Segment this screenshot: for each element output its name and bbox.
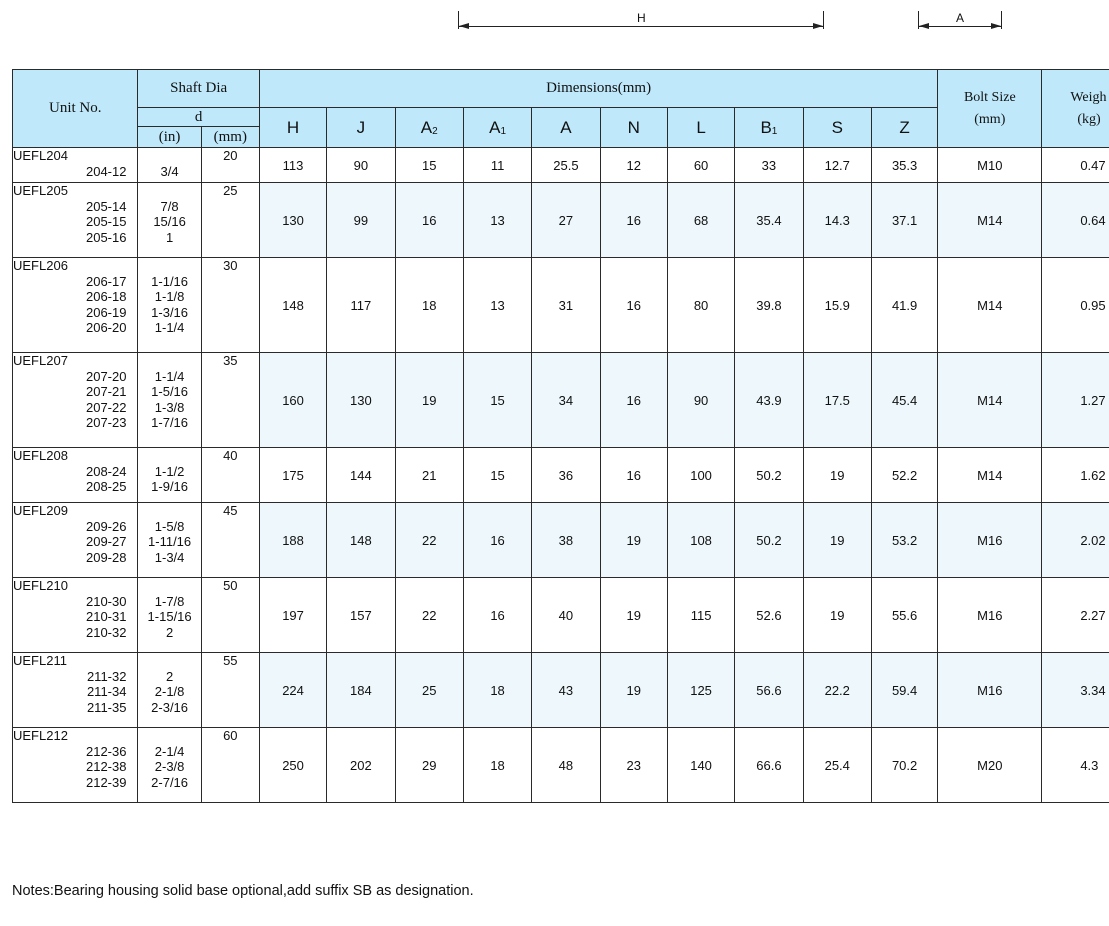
header-col-j-label: J [356,117,366,137]
header-col-a1-label: A [489,117,501,137]
shaft-in-value: 1-1/8 [154,289,185,305]
weight-cell: 1.27 [1042,353,1109,448]
dim-l-cell: 140 [667,728,734,803]
dim-h-cell: 130 [259,183,326,258]
dim-l-cell: 90 [667,353,734,448]
dim-l-cell: 115 [667,578,734,653]
shaft-in-value: 2-3/16 [151,699,189,715]
dim-z-cell: 53.2 [871,503,937,578]
dimension-label-a: A [956,11,965,25]
bolt-size-cell: M16 [938,578,1042,653]
dim-a1-cell: 16 [463,578,531,653]
dim-j-cell: 157 [327,578,395,653]
dim-s-cell: 17.5 [803,353,871,448]
header-col-a [532,108,600,148]
dim-n-cell: 16 [600,183,667,258]
dim-b1-cell: 43.9 [735,353,803,448]
shaft-in-cell [138,578,201,653]
header-col-b1 [735,108,803,148]
specification-table [12,69,1109,803]
dim-b1-cell: 39.8 [735,258,803,353]
dim-z-cell: 52.2 [871,448,937,503]
dim-a2-cell: 19 [395,353,463,448]
shaft-in-value: 1-5/16 [151,384,189,400]
dim-z-cell: 35.3 [871,148,937,183]
bolt-size-cell: M14 [938,258,1042,353]
dim-a-cell: 38 [532,503,600,578]
dim-s-cell: 19 [803,578,871,653]
bolt-size-cell: M16 [938,653,1042,728]
dimension-label-h: H [637,11,646,25]
dim-h-cell: 113 [259,148,326,183]
bolt-size-cell: M14 [938,183,1042,258]
shaft-in-value: 1-3/16 [151,304,189,320]
unit-no: UEFL205 [13,183,68,198]
dim-h-cell: 148 [259,258,326,353]
shaft-in-cell [138,353,201,448]
unit-no-cell [13,258,138,353]
header-d: d [138,108,259,127]
dim-b1-cell: 33 [735,148,803,183]
header-shaft-dia: Shaft Dia [138,70,259,108]
dim-a1-cell: 13 [463,258,531,353]
dim-s-cell: 25.4 [803,728,871,803]
dim-n-cell: 19 [600,578,667,653]
shaft-in-value: 2-1/4 [154,743,185,759]
dim-s-cell: 14.3 [803,183,871,258]
dim-z-cell: 70.2 [871,728,937,803]
header-col-b1-sub: 1 [771,125,778,137]
header-col-a2-sub: 2 [432,125,438,137]
dim-a1-cell: 15 [463,353,531,448]
dim-n-cell: 16 [600,258,667,353]
dim-a2-cell: 18 [395,258,463,353]
unit-variant: 207-23 [85,415,127,431]
unit-no: UEFL207 [13,353,68,368]
unit-variant: 209-27 [85,534,127,550]
header-col-h [259,108,326,148]
dim-a2-cell: 22 [395,578,463,653]
weight-cell: 0.64 [1042,183,1109,258]
header-dimensions: Dimensions(mm) [259,70,937,108]
dim-a2-cell: 16 [395,183,463,258]
dim-h-cell: 224 [259,653,326,728]
shaft-in-value: 1-1/4 [154,320,185,336]
unit-variant: 208-24 [85,463,127,479]
dim-h-cell: 188 [259,503,326,578]
dim-a1-cell: 18 [463,653,531,728]
shaft-in-cell [138,503,201,578]
dim-j-cell: 130 [327,353,395,448]
dim-j-cell: 99 [327,183,395,258]
unit-no: UEFL210 [13,578,68,593]
dim-a2-cell: 29 [395,728,463,803]
dim-a2-cell: 21 [395,448,463,503]
dim-s-cell: 22.2 [803,653,871,728]
shaft-mm-cell: 45 [201,503,259,578]
weight-cell: 2.02 [1042,503,1109,578]
header-col-b1-label: B [760,117,772,137]
header-unit-no: Unit No. [13,70,138,148]
shaft-in-value: 1-9/16 [151,479,189,495]
shaft-in-value: 1-7/16 [151,415,189,431]
header-col-z [871,108,937,148]
table-row [13,353,1109,448]
dim-l-cell: 80 [667,258,734,353]
shaft-in-value: 1 [165,229,174,245]
table-row [13,183,1109,258]
dim-b1-cell: 35.4 [735,183,803,258]
shaft-in-value: 1-1/16 [151,273,189,289]
dim-a2-cell: 22 [395,503,463,578]
unit-variant: 204-12 [85,163,127,179]
unit-no-cell [13,183,138,258]
table-row [13,503,1109,578]
header-col-h-label: H [286,117,300,137]
dim-z-cell: 41.9 [871,258,937,353]
weight-cell: 4.3 [1042,728,1109,803]
shaft-in-cell [138,258,201,353]
dim-b1-cell: 56.6 [735,653,803,728]
dim-n-cell: 16 [600,448,667,503]
shaft-in-value: 15/16 [153,214,186,230]
dim-a-cell: 31 [532,258,600,353]
dim-a2-cell: 15 [395,148,463,183]
dim-h-cell: 175 [259,448,326,503]
dim-n-cell: 12 [600,148,667,183]
dim-l-cell: 100 [667,448,734,503]
unit-no: UEFL206 [13,258,68,273]
header-col-s-label: S [831,117,843,137]
header-col-s [803,108,871,148]
shaft-in-value: 3/4 [160,163,179,179]
shaft-in-cell [138,148,201,183]
shaft-in-value: 1-1/4 [154,368,185,384]
table-header [13,70,1109,148]
dim-b1-cell: 50.2 [735,448,803,503]
dim-j-cell: 90 [327,148,395,183]
unit-variant: 205-16 [85,229,127,245]
dim-l-cell: 60 [667,148,734,183]
dim-j-cell: 202 [327,728,395,803]
dim-a-cell: 43 [532,653,600,728]
dim-s-cell: 15.9 [803,258,871,353]
shaft-mm-cell: 55 [201,653,259,728]
bolt-size-cell: M14 [938,448,1042,503]
dim-a1-cell: 18 [463,728,531,803]
weight-cell: 0.95 [1042,258,1109,353]
table-row [13,258,1109,353]
dim-z-cell: 45.4 [871,353,937,448]
unit-no: UEFL212 [13,728,68,743]
dim-a-cell: 36 [532,448,600,503]
dim-a-cell: 40 [532,578,600,653]
table-row [13,728,1109,803]
dimension-marker-a [918,8,1002,30]
header-weight [1042,70,1109,148]
unit-variant: 212-38 [85,759,127,775]
unit-variant: 207-20 [85,368,127,384]
dim-a-cell: 25.5 [532,148,600,183]
header-col-a-label: A [560,117,572,137]
header-mm: (mm) [201,127,259,148]
weight-cell: 0.47 [1042,148,1109,183]
unit-no-cell [13,653,138,728]
header-col-n-label: N [627,117,640,137]
shaft-in-value: 2-7/16 [151,774,189,790]
dim-a1-cell: 16 [463,503,531,578]
shaft-in-value: 1-11/16 [148,534,192,550]
unit-variant: 210-30 [85,593,127,609]
table-row [13,448,1109,503]
unit-variant: 210-31 [85,609,127,625]
bolt-size-cell: M16 [938,503,1042,578]
dim-b1-cell: 50.2 [735,503,803,578]
header-col-a1 [463,108,531,148]
shaft-mm-cell: 35 [201,353,259,448]
dim-n-cell: 16 [600,353,667,448]
table-row [13,148,1109,183]
unit-variant: 211-32 [86,668,127,684]
dim-n-cell: 23 [600,728,667,803]
unit-no: UEFL204 [13,148,68,163]
header-bolt-size-label: Bolt Size [963,89,1016,105]
shaft-in-value: 2-1/8 [154,684,185,700]
header-col-a2-label: A [420,117,433,137]
shaft-in-value: 7/8 [160,198,179,214]
unit-no-cell [13,148,138,183]
dim-n-cell: 19 [600,653,667,728]
notes-text: Notes:Bearing housing solid base optional,add suffix SB as designation. [12,883,474,899]
dim-a1-cell: 15 [463,448,531,503]
unit-variant: 212-36 [85,743,127,759]
shaft-mm-cell: 50 [201,578,259,653]
shaft-mm-cell: 20 [201,148,259,183]
header-bolt-size-unit: (mm) [974,111,1006,127]
dim-a-cell: 48 [532,728,600,803]
unit-variant: 209-28 [85,549,127,565]
header-col-l-label: L [696,117,706,137]
header-col-j [327,108,395,148]
shaft-in-value: 1-1/2 [154,463,185,479]
header-col-n [600,108,667,148]
shaft-mm-cell: 40 [201,448,259,503]
dim-j-cell: 184 [327,653,395,728]
dim-a-cell: 27 [532,183,600,258]
table-body [13,148,1109,803]
dim-l-cell: 68 [667,183,734,258]
unit-variant: 206-17 [85,273,127,289]
shaft-in-value: 2 [165,668,174,684]
shaft-in-cell [138,448,201,503]
dim-z-cell: 37.1 [871,183,937,258]
header-bolt-size [938,70,1042,148]
shaft-in-value: 1-15/16 [147,609,192,625]
dim-b1-cell: 52.6 [735,578,803,653]
weight-cell: 1.62 [1042,448,1109,503]
dim-a1-cell: 13 [463,183,531,258]
shaft-in-value: 1-7/8 [154,593,185,609]
shaft-in-value: 1-5/8 [154,518,185,534]
table-row [13,578,1109,653]
unit-variant: 205-15 [85,214,127,230]
shaft-in-value: 1-3/4 [154,549,185,565]
header-col-l [667,108,734,148]
weight-cell: 3.34 [1042,653,1109,728]
dim-j-cell: 148 [327,503,395,578]
dim-z-cell: 55.6 [871,578,937,653]
dim-s-cell: 12.7 [803,148,871,183]
shaft-in-value: 2 [165,624,174,640]
dim-h-cell: 250 [259,728,326,803]
unit-no-cell [13,578,138,653]
unit-variant: 207-21 [85,384,127,400]
unit-variant: 206-18 [85,289,127,305]
unit-no-cell [13,728,138,803]
dim-j-cell: 117 [327,258,395,353]
header-col-a1-sub: 1 [500,125,507,137]
header-weight-label: Weigh [1070,89,1107,105]
dim-a1-cell: 11 [463,148,531,183]
table-row [13,653,1109,728]
unit-variant: 209-26 [85,518,127,534]
shaft-in-value: 2-3/8 [154,759,185,775]
weight-cell: 2.27 [1042,578,1109,653]
unit-variant: 211-34 [86,684,127,700]
header-col-z-label: Z [899,117,910,137]
dim-j-cell: 144 [327,448,395,503]
unit-variant: 207-22 [85,399,127,415]
unit-variant: 208-25 [85,479,127,495]
shaft-in-cell [138,728,201,803]
header-in: (in) [138,127,201,148]
unit-variant: 206-20 [85,320,127,336]
dim-l-cell: 125 [667,653,734,728]
dim-a2-cell: 25 [395,653,463,728]
dim-s-cell: 19 [803,448,871,503]
unit-variant: 211-35 [86,699,127,715]
dim-a-cell: 34 [532,353,600,448]
unit-variant: 210-32 [85,624,127,640]
unit-variant: 206-19 [85,304,127,320]
header-weight-unit: (kg) [1077,111,1101,127]
shaft-mm-cell: 60 [201,728,259,803]
unit-no: UEFL209 [13,503,68,518]
dim-n-cell: 19 [600,503,667,578]
dim-b1-cell: 66.6 [735,728,803,803]
shaft-mm-cell: 30 [201,258,259,353]
unit-no-cell [13,448,138,503]
dim-h-cell: 160 [259,353,326,448]
unit-variant: 205-14 [85,198,127,214]
unit-no-cell [13,353,138,448]
bolt-size-cell: M10 [938,148,1042,183]
bolt-size-cell: M20 [938,728,1042,803]
dim-s-cell: 19 [803,503,871,578]
dim-z-cell: 59.4 [871,653,937,728]
dimension-marker-h [458,8,824,30]
shaft-in-value: 1-3/8 [154,399,185,415]
shaft-mm-cell: 25 [201,183,259,258]
unit-no: UEFL208 [13,448,68,463]
unit-variant: 212-39 [85,774,127,790]
unit-no: UEFL211 [13,653,67,668]
bolt-size-cell: M14 [938,353,1042,448]
header-col-a2 [395,108,463,148]
shaft-in-cell [138,653,201,728]
unit-no-cell [13,503,138,578]
dim-l-cell: 108 [667,503,734,578]
dim-h-cell: 197 [259,578,326,653]
shaft-in-cell [138,183,201,258]
